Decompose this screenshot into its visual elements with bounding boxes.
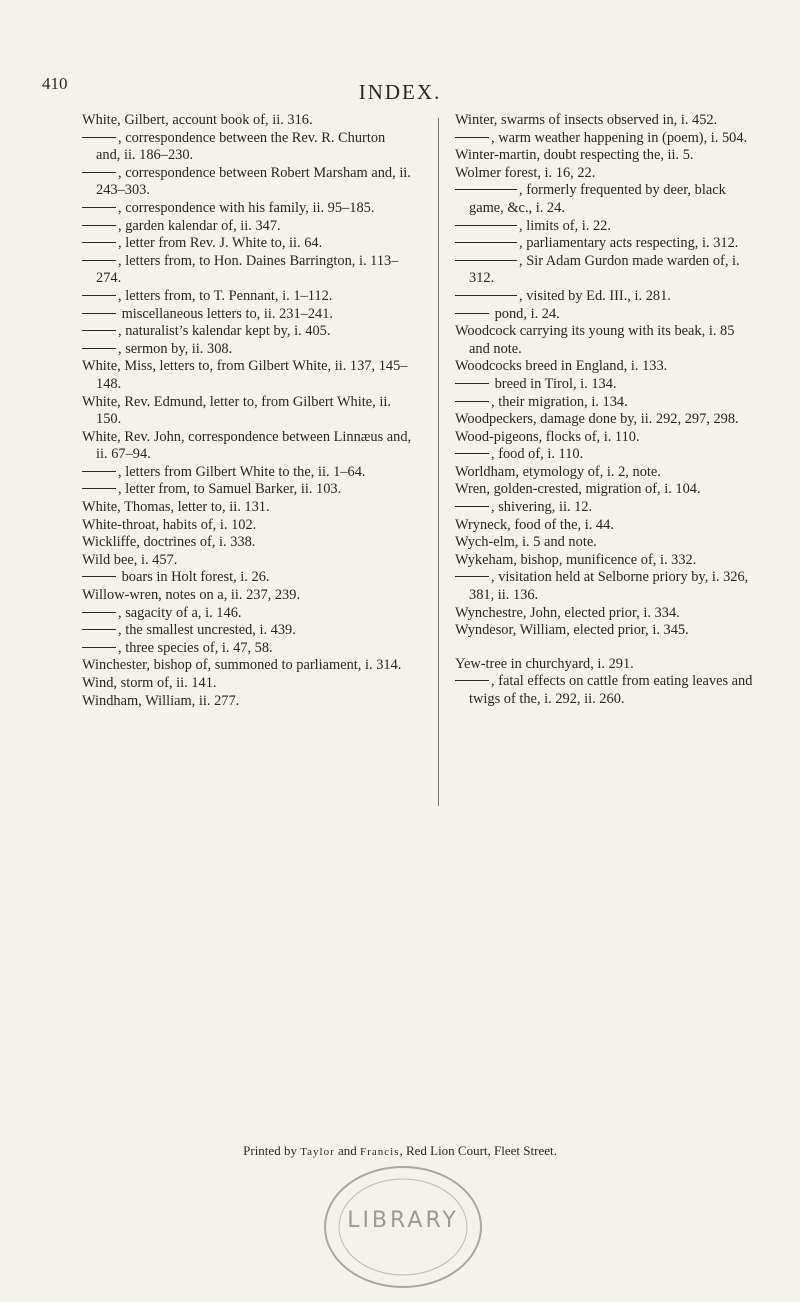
entry-text: boars in Holt forest, i. 26. [118,569,270,586]
entry-text: Winter, swarms of insects observed in, i. 452. [455,112,718,128]
entry-text: Winter-martin, doubt respecting the, ii. 5. [455,147,694,164]
index-entry [455,394,755,412]
entry-text: , letter from Rev. J. White to, ii. 64. [118,235,323,252]
imprint-middle: and [334,1143,361,1158]
index-entry [82,200,412,218]
index-entry [455,605,755,623]
entry-text: Wind, storm of, ii. 141. [82,675,217,691]
entry-text: , food of, i. 110. [491,446,584,463]
entry-text: , letters from, to Hon. Daines Barrington, i. 113–274. [96,252,399,287]
index-entry [455,517,755,535]
library-stamp-text: LIBRARY [347,1208,459,1233]
index-entry [82,165,412,200]
index-entry [455,481,755,499]
entry-text: miscellaneous letters to, ii. 231–241. [118,305,334,322]
ditto-dash [82,313,116,314]
ditto-dash [455,137,489,138]
ditto-dash [455,401,489,402]
index-entry [82,622,412,640]
ditto-dash [82,330,116,331]
index-entry [82,323,412,341]
index-entry [82,675,412,693]
ditto-dash [455,189,517,190]
index-entry [455,552,755,570]
index-entry [455,218,755,236]
ditto-dash [82,260,116,261]
ditto-dash [455,506,489,507]
entry-text: Wood-pigeons, flocks of, i. 110. [455,428,640,445]
entry-text: , the smallest uncrested, i. 439. [118,622,296,639]
printer-imprint [0,1143,800,1159]
ditto-dash [455,680,489,681]
entry-text: pond, i. 24. [491,305,560,322]
index-entry [455,673,755,708]
entry-text: Yew-tree in churchyard, i. 291. [455,655,634,672]
index-entry [455,235,755,253]
index-entry [455,182,755,217]
entry-text: White, Rev. Edmund, letter to, from Gilbert White, ii. 150. [82,393,391,428]
index-entry [82,640,412,658]
entry-text: , garden kalendar of, ii. 347. [118,217,281,234]
entry-text: breed in Tirol, i. 134. [491,375,617,392]
entry-text: , visitation held at Selborne priory by, i. 326, 381, ii. 136. [469,569,749,604]
entry-text: White, Thomas, letter to, ii. 131. [82,499,270,516]
ditto-dash [82,295,116,296]
index-entry [82,657,412,675]
entry-text: Woodcock carrying its young with its beak, i. 85 and note. [455,323,735,357]
entry-text: Wild bee, i. 457. [82,551,178,568]
index-entry [455,569,755,604]
entry-gap [455,640,755,656]
index-entry [82,429,412,464]
ditto-dash [82,576,116,577]
entry-text: Worldham, etymology of, i. 2, note. [455,463,661,480]
index-entry [82,481,412,499]
entry-text: Willow-wren, notes on a, ii. 237, 239. [82,587,301,604]
column-divider [438,118,439,806]
index-entry [455,253,755,288]
index-entry [455,147,755,165]
entry-text: , three species of, i. 47, 58. [118,639,273,656]
index-entry [82,569,412,587]
ditto-dash [82,612,116,613]
index-entry [82,587,412,605]
entry-text: , sagacity of a, i. 146. [118,604,242,621]
entry-text: White, Gilbert, account book of, ii. 316. [82,112,313,128]
index-entry [82,130,412,165]
index-entry [82,253,412,288]
ditto-dash [455,295,517,296]
ditto-dash [455,260,517,261]
entry-text: , visited by Ed. III., i. 281. [519,287,671,304]
entry-text: Windham, William, ii. 277. [82,692,240,709]
entry-text: , parliamentary acts respecting, i. 312. [519,235,739,252]
ditto-dash [455,576,489,577]
index-entry [82,394,412,429]
entry-text: Wyndesor, William, elected prior, i. 345. [455,622,689,639]
entry-text: Wych-elm, i. 5 and note. [455,534,597,551]
index-entry [455,358,755,376]
ditto-dash [82,225,116,226]
entry-text: Woodcocks breed in England, i. 133. [455,358,668,375]
index-entry [455,534,755,552]
index-entry [82,517,412,535]
entry-text: Wryneck, food of the, i. 44. [455,516,614,533]
index-entry [455,165,755,183]
entry-text: , correspondence between the Rev. R. Churton and, ii. 186–230. [96,129,386,164]
entry-text: , letters from Gilbert White to the, ii. 1–64. [118,463,366,480]
ditto-dash [82,629,116,630]
ditto-dash [82,348,116,349]
ditto-dash [82,172,116,173]
entry-text: Winchester, bishop of, summoned to parliament, i. 314. [82,657,402,674]
entry-text: Wynchestre, John, elected prior, i. 334. [455,604,680,621]
entry-text: , fatal effects on cattle from eating leaves and twigs of the, i. 292, ii. 260. [469,673,753,707]
entry-text: Wykeham, bishop, munificence of, i. 332. [455,551,697,568]
entry-text: , sermon by, ii. 308. [118,340,233,357]
entry-text: , shivering, ii. 12. [491,499,593,516]
index-entry [82,499,412,517]
index-entry [455,429,755,447]
entry-text: Wolmer forest, i. 16, 22. [455,164,596,181]
index-entry [82,235,412,253]
entry-text: , correspondence with his family, ii. 95–185. [118,199,375,216]
index-entry [455,446,755,464]
entry-text: , limits of, i. 22. [519,217,611,234]
imprint-printer-2: Francis [360,1146,400,1158]
entry-text: , letter from, to Samuel Barker, ii. 103. [118,481,342,498]
index-entry [82,693,412,711]
index-entry [455,464,755,482]
index-entry [82,341,412,359]
ditto-dash [82,647,116,648]
index-column-left [82,112,412,710]
entry-text: Woodpeckers, damage done by, ii. 292, 297, 298. [455,411,739,428]
index-entry [82,552,412,570]
entry-text: White, Miss, letters to, from Gilbert White, ii. 137, 145–148. [82,358,408,392]
imprint-printer-1: Taylor [300,1146,335,1158]
index-entry [82,605,412,623]
ditto-dash [82,471,116,472]
index-entry [82,112,412,130]
index-entry [455,622,755,640]
index-column-right [455,112,755,709]
index-entry [455,411,755,429]
ditto-dash [82,207,116,208]
index-entry [82,306,412,324]
index-entry [82,534,412,552]
ditto-dash [82,137,116,138]
entry-text: , warm weather happening in (poem), i. 504. [491,129,748,146]
index-entry [455,306,755,324]
entry-text: , formerly frequented by deer, black game, &c., i. 24. [469,182,726,216]
entry-text: , naturalist’s kalendar kept by, i. 405. [118,323,331,340]
index-entry [82,358,412,393]
index-entry [455,499,755,517]
entry-text: Wickliffe, doctrines of, i. 338. [82,534,256,551]
ditto-dash [82,242,116,243]
index-entry [82,288,412,306]
ditto-dash [455,383,489,384]
ditto-dash [455,313,489,314]
imprint-after: , Red Lion Court, Fleet Street. [399,1143,557,1158]
entry-text: , letters from, to T. Pennant, i. 1–112. [118,287,333,304]
running-head: INDEX. [358,80,442,104]
entry-text: , their migration, i. 134. [491,393,628,410]
page-number: 410 [42,74,68,93]
index-entry [455,112,755,130]
index-entry [455,376,755,394]
entry-text: White, Rev. John, correspondence between Linnæus and, ii. 67–94. [82,428,412,463]
index-entry [455,130,755,148]
entry-text: Wren, golden-crested, migration of, i. 104. [455,481,701,498]
ditto-dash [455,225,517,226]
ditto-dash [82,488,116,489]
index-entry [82,218,412,236]
ditto-dash [455,242,517,243]
index-entry [82,464,412,482]
index-entry [455,656,755,674]
ditto-dash [455,453,489,454]
entry-text: , correspondence between Robert Marsham and, ii. 243–303. [96,164,411,199]
entry-text: White-throat, habits of, i. 102. [82,516,257,533]
index-entry [455,288,755,306]
entry-text: , Sir Adam Gurdon made warden of, i. 312. [469,252,740,287]
imprint-before: Printed by [243,1143,301,1158]
index-entry [455,323,755,358]
